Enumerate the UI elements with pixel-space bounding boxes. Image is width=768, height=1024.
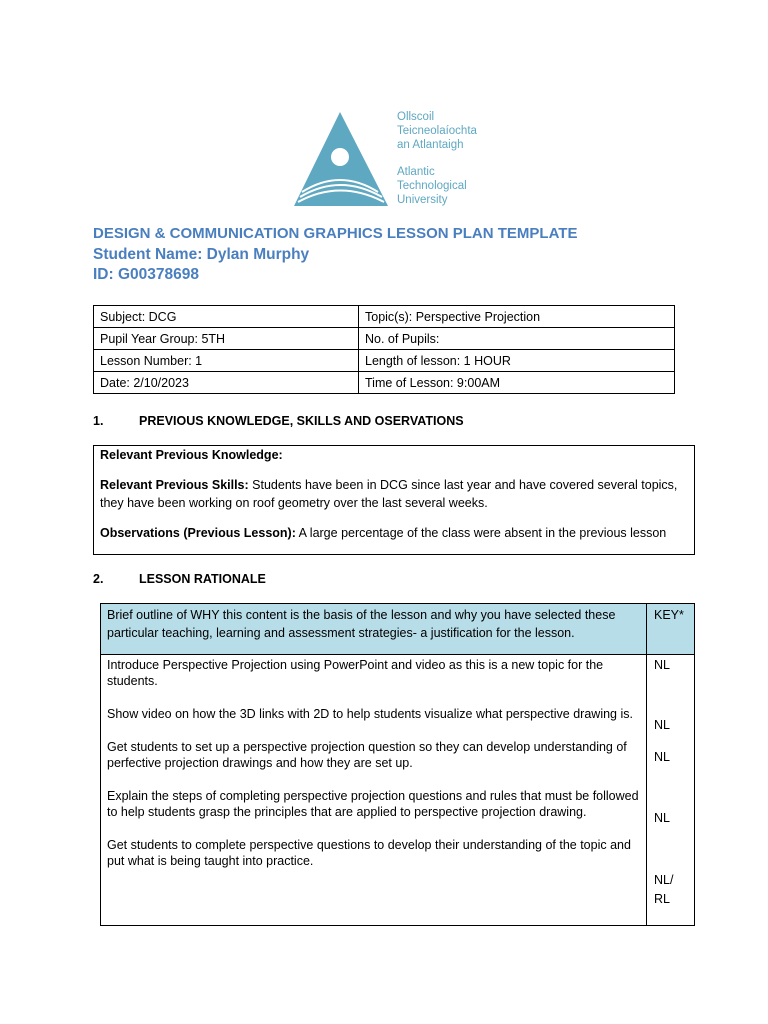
rationale-items	[101, 655, 647, 926]
key-value: NL	[654, 718, 670, 732]
table-cell: Time of Lesson: 9:00AM	[359, 372, 675, 394]
table-row	[94, 328, 675, 350]
page-title: DESIGN & COMMUNICATION GRAPHICS LESSON PLAN TEMPLATE	[93, 225, 578, 242]
logo-line: Atlantic	[397, 166, 435, 178]
skills-label: Relevant Previous Skills:	[100, 478, 249, 492]
rationale-item: Introduce Perspective Projection using PowerPoint and video as this is a new topic for the students.	[107, 658, 604, 688]
rationale-item: Get students to set up a perspective projection question so they can develop understanding of perfective projection drawings and how they are set up.	[107, 740, 627, 770]
table-cell: Date: 2/10/2023	[94, 372, 359, 394]
observations-label: Observations (Previous Lesson):	[100, 526, 296, 540]
rationale-table	[100, 603, 695, 926]
skills-text: Students have been in DCG since last year and have covered several topics, they have been working on roof geometry over the last several weeks.	[100, 478, 678, 510]
table-cell: No. of Pupils:	[359, 328, 675, 350]
section-title: LESSON RATIONALE	[139, 572, 266, 586]
knowledge-label: Relevant Previous Knowledge:	[100, 448, 283, 462]
rationale-item: Get students to complete perspective questions to develop their understanding of the topic and put what is being taught into practice.	[107, 838, 631, 868]
skills-row	[100, 476, 688, 512]
key-value: NL/	[654, 873, 674, 887]
table-row	[101, 655, 695, 926]
logo-line: University	[397, 194, 448, 206]
key-value: RL	[654, 892, 670, 906]
table-cell: Pupil Year Group: 5TH	[94, 328, 359, 350]
logo-wordmark	[397, 110, 477, 207]
section-heading-previous	[93, 414, 464, 428]
table-cell: Subject: DCG	[94, 306, 359, 328]
key-value: NL	[654, 811, 670, 825]
table-cell: Length of lesson: 1 HOUR	[359, 350, 675, 372]
title-block	[93, 224, 577, 286]
rationale-header: Brief outline of WHY this content is the basis of the lesson and why you have selected these particular teaching, learning and assessment strategies- a justification for the lesson.	[101, 604, 647, 655]
table-row	[94, 306, 675, 328]
table-row	[94, 372, 675, 394]
atu-logo	[292, 110, 492, 210]
table-header-row	[101, 604, 695, 655]
key-value: NL	[654, 658, 670, 672]
section-number: 2.	[93, 572, 104, 586]
atu-logo-icon	[292, 110, 392, 210]
logo-line: Ollscoil	[397, 111, 435, 123]
student-name: Student Name: Dylan Murphy	[93, 245, 310, 263]
table-cell: Topic(s): Perspective Projection	[359, 306, 675, 328]
key-header: KEY*	[647, 604, 695, 655]
lesson-info-table	[93, 305, 675, 394]
logo-line: Technological	[397, 180, 467, 192]
section-title: PREVIOUS KNOWLEDGE, SKILLS AND OSERVATIONS	[139, 414, 464, 428]
student-id: ID: G00378698	[93, 266, 199, 283]
knowledge-row	[100, 446, 688, 464]
rationale-item: Show video on how the 3D links with 2D to help students visualize what perspective drawing is.	[107, 707, 633, 721]
table-row	[94, 350, 675, 372]
table-cell: Lesson Number: 1	[94, 350, 359, 372]
observations-row	[100, 524, 688, 542]
logo-line: an Atlantaigh	[397, 139, 464, 151]
section-number: 1.	[93, 414, 104, 428]
observations-text: A large percentage of the class were absent in the previous lesson	[295, 526, 667, 540]
logo-line: Teicneolaíochta	[397, 125, 477, 137]
key-value: NL	[654, 750, 670, 764]
rationale-item: Explain the steps of completing perspective projection questions and rules that must be followed to help students grasp the principles that are applied to perspective projection drawing.	[107, 789, 639, 819]
key-column	[647, 655, 695, 926]
previous-knowledge-box	[93, 445, 695, 555]
section-heading-rationale	[93, 572, 266, 586]
